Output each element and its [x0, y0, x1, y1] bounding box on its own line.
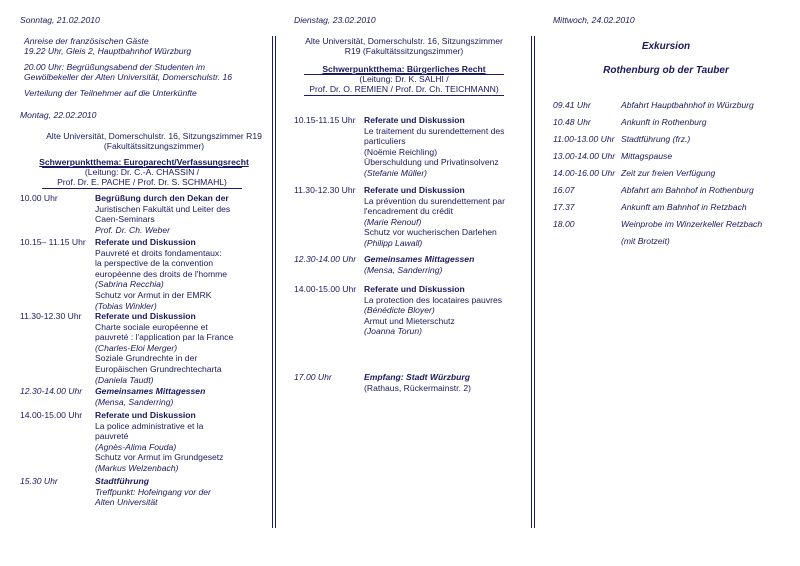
list-item: 16.07 Abfahrt am Bahnhof in Rothenburg	[553, 185, 754, 195]
session-time: 12.30-14.00 Uhr	[20, 386, 83, 396]
leads-box	[304, 74, 504, 96]
column-divider-left	[272, 36, 276, 528]
tuesday-header: Dienstag, 23.02.2010	[294, 15, 376, 25]
leads-line: Prof. Dr. O. REMIEN / Prof. Dr. Ch. TEICHMANN)	[309, 83, 499, 94]
session-time: 11.30-12.30 Uhr	[294, 185, 356, 195]
list-item: 14.00-16.00 Uhr Zeit zur freien Verfügung	[553, 168, 716, 178]
list-item: (mit Brotzeit)	[621, 236, 670, 246]
venue-line: R19 (Fakultätssitzungszimmer)	[344, 46, 464, 56]
session-desc: Referate und Diskussion La police administrative et la pauvreté (Agnès-Alima Fouda) Schutz vor Armut im Grundgesetz (Markus Welzenbach)	[95, 410, 224, 473]
session-time: 10.15-11.15 Uhr	[294, 115, 356, 125]
session-time: 10.00 Uhr	[20, 193, 58, 203]
theme-title: Schwerpunktthema: Bürgerliches Recht	[322, 64, 486, 74]
session-desc: Gemeinsames Mittagessen (Mensa, Sanderring)	[364, 254, 475, 275]
theme-title: Schwerpunktthema: Europarecht/Verfassungsrecht	[39, 157, 249, 167]
venue-line: Alte Universität, Domerschulstr. 16, Sitzungszimmer	[305, 36, 503, 46]
sunday-item: Gewölbekeller der Alten Universität, Domerschulstr. 16	[24, 72, 233, 82]
session-desc: Gemeinsames Mittagessen (Mensa, Sanderring)	[95, 386, 206, 407]
list-item: 18.00 Weinprobe im Winzerkeller Retzbach	[553, 219, 763, 229]
session-desc: Referate und Diskussion Pauvreté et droits fondamentaux: la perspective de la convention européenne des droits de l'homme (Sabrina Recchia) Schutz vor Armut in der EMRK (Tobias Winkler)	[95, 237, 228, 311]
monday-header: Montag, 22.02.2010	[20, 110, 97, 120]
sunday-item: 20.00 Uhr: Begrüßungsabend der Studenten im	[24, 62, 206, 72]
leads-line: Prof. Dr. E. PACHE / Prof. Dr. S. SCHMAHL)	[57, 176, 227, 187]
list-item: 11.00-13.00 Uhr Stadtführung (frz.)	[553, 134, 691, 144]
wednesday-header: Mittwoch, 24.02.2010	[553, 15, 635, 25]
session-desc: Referate und Diskussion Charte sociale européenne et pauvreté : l'application par la France (Charles-Eloi Merger) Soziale Grundrechte in der Europäischen Grundrechtecharta (Daniela Taudt)	[95, 311, 234, 385]
list-item: 17.37 Ankunft am Bahnhof in Retzbach	[553, 202, 747, 212]
session-time: 15.30 Uhr	[20, 476, 58, 486]
session-desc: Begrüßung durch den Dekan der Juristischen Fakultät und Leiter des Caen-Seminars Prof. Dr. Ch. Weber	[95, 193, 231, 235]
session-desc: Empfang: Stadt Würzburg (Rathaus, Rückermainstr. 2)	[364, 372, 471, 393]
list-item: 10.48 Uhr Ankunft in Rothenburg	[553, 117, 707, 127]
sunday-item: Verteilung der Teilnehmer auf die Unterkünfte	[24, 88, 197, 98]
sunday-item: Anreise der französischen Gäste	[24, 36, 149, 46]
leads-box	[42, 167, 242, 189]
session-time: 14.00-15.00 Uhr	[20, 410, 83, 420]
venue-line: (Fakultätssitzungszimmer)	[103, 141, 205, 151]
sunday-header: Sonntag, 21.02.2010	[20, 15, 100, 25]
session-desc: Referate und Diskussion La protection des locataires pauvres (Bénédicte Bloyer) Armut und Mieterschutz (Joanna Torun)	[364, 284, 503, 337]
session-time: 11.30-12.30 Uhr	[20, 311, 82, 321]
session-desc: Referate und Diskussion La prévention du surendettement par l'encadrement du crédit (Marie Renouf) Schutz vor wucherischen Darlehen (Philipp Lawall)	[364, 185, 505, 248]
session-desc: Stadtführung Treffpunkt: Hofeingang vor der Alten Universität	[95, 476, 211, 508]
list-item: 09.41 Uhr Abfahrt Hauptbahnhof in Würzburg	[553, 100, 754, 110]
excursion-subtitle: Rothenburg ob der Tauber	[603, 65, 729, 76]
list-item: 13.00-14.00 Uhr Mittagspause	[553, 151, 673, 161]
column-divider-right	[531, 36, 535, 528]
excursion-title: Exkursion	[641, 41, 691, 52]
venue-line: Alte Universität, Domerschulstr. 16, Sitzungszimmer R19	[46, 131, 262, 141]
session-time: 17.00 Uhr	[294, 372, 332, 382]
leads-line: (Leitung: Dr. K. SALHI /	[359, 74, 449, 84]
session-time: 12.30-14.00 Uhr	[294, 254, 357, 264]
sunday-item: 19.22 Uhr, Gleis 2, Hauptbahnhof Würzburg	[24, 46, 192, 56]
session-time: 14.00-15.00 Uhr	[294, 284, 357, 294]
session-time: 10.15– 11.15 Uhr	[20, 237, 86, 247]
session-desc: Referate und Diskussion Le traitement du surendettement des particuliers (Noëmie Reichling) Überschuldung und Privatinsolvenz (Stefanie Müller)	[364, 115, 505, 178]
leads-line: (Leitung: Dr. C.-A. CHASSIN /	[84, 167, 200, 177]
